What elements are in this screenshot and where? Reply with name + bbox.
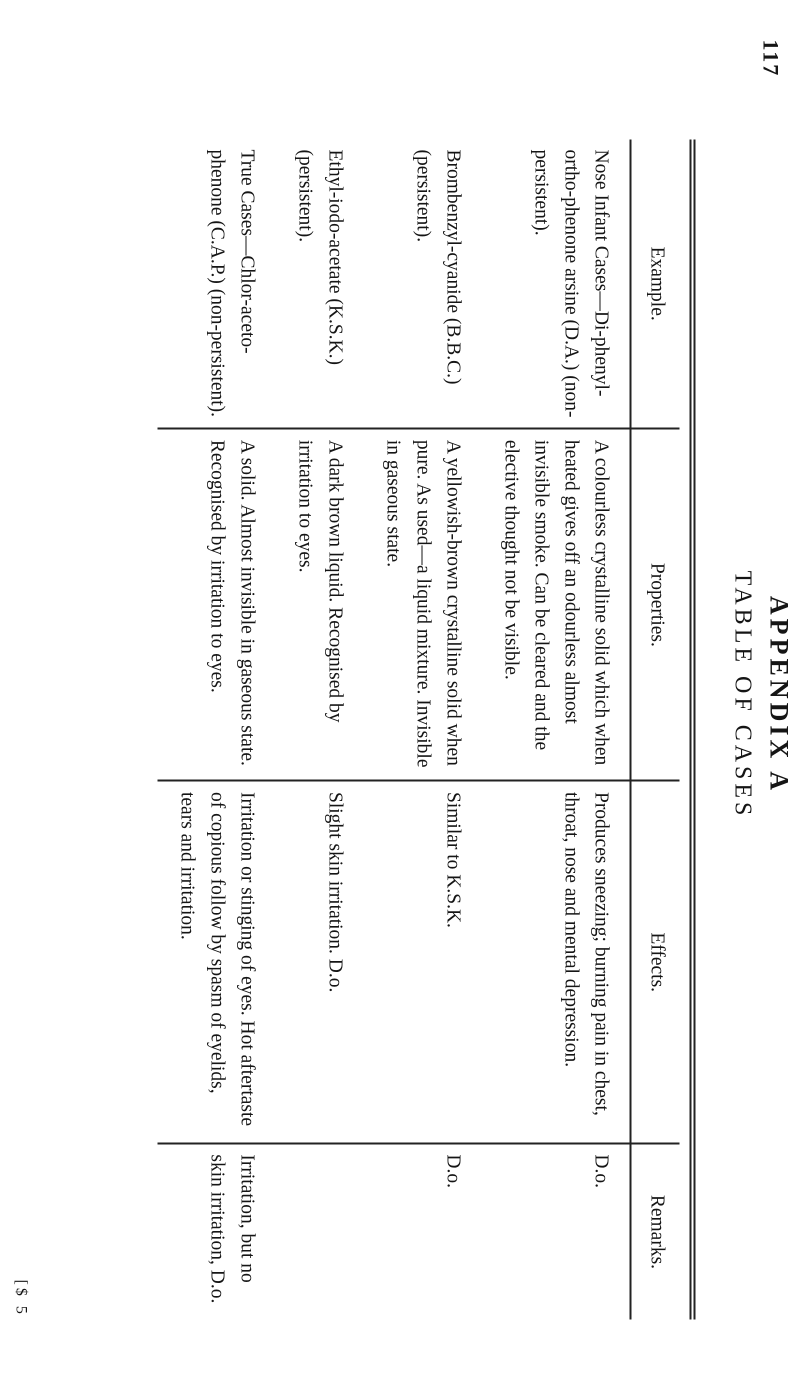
top-rule — [694, 140, 696, 1320]
col-header-remarks: Remarks. — [631, 1144, 680, 1320]
cell-example: Ethyl-iodo-acetate (K.S.K.) (persistent). — [295, 150, 346, 366]
cell-effects: Produces sneezing; burning pain in chest, throat, nose and mental depression. — [482, 781, 631, 1143]
footer-mark: [$ 5 — [13, 1280, 30, 1318]
table-row — [276, 140, 364, 1320]
col-header-example: Example. — [631, 140, 680, 429]
cell-properties: A dark brown liquid. Recognised by irritation to eyes. — [276, 429, 364, 781]
cell-effects: Similar to K.S.K. — [364, 781, 482, 1143]
table-header-row — [631, 140, 680, 1320]
cell-example: True Cases—Chlor-aceto-phenone (C.A.P.) (non-persistent). — [207, 150, 258, 418]
cell-properties: A solid. Almost invisible in gaseous state. Recognised by irritation to eyes. — [158, 429, 276, 781]
cell-properties: A colourless crystalline solid which when heated gives off an odourless almost invisible smoke. Can be cleared and the elective thought not be visible. — [482, 429, 631, 781]
cell-properties: A yellowish-brown crystalline solid when pure. As used—a liquid mixture. Invisible in gaseous state. — [364, 429, 482, 781]
appendix-title: APPENDIX A — [765, 596, 794, 795]
col-header-effects: Effects. — [631, 781, 680, 1143]
table-row — [364, 140, 482, 1320]
col-header-properties: Properties. — [631, 429, 680, 781]
cell-example: Brombenzyl-cyanide (B.B.C.) (persistent). — [413, 150, 464, 386]
cases-table — [158, 140, 680, 1320]
cell-remarks: Irritation, but no skin irritation, D.o. — [207, 1154, 258, 1304]
top-rule-double — [690, 140, 692, 1320]
cell-remarks — [276, 1144, 364, 1320]
page-number: 117 — [759, 40, 784, 78]
table-title: TABLE OF CASES — [730, 571, 756, 820]
cell-example: Nose Infant Cases—Di-phenyl-ortho-phenone arsine (D.A.) (non-persistent). — [531, 150, 612, 419]
cell-effects: Slight skin irritation. D.o. — [276, 781, 364, 1143]
cell-remarks: D.o. — [443, 1154, 464, 1189]
table-row — [482, 140, 631, 1320]
cell-remarks: D.o. — [591, 1154, 612, 1189]
cell-effects: Irritation or stinging of eyes. Hot aftertaste of copious follow by spasm of eyelids, tears and irritation. — [158, 781, 276, 1143]
table-row — [158, 140, 276, 1320]
